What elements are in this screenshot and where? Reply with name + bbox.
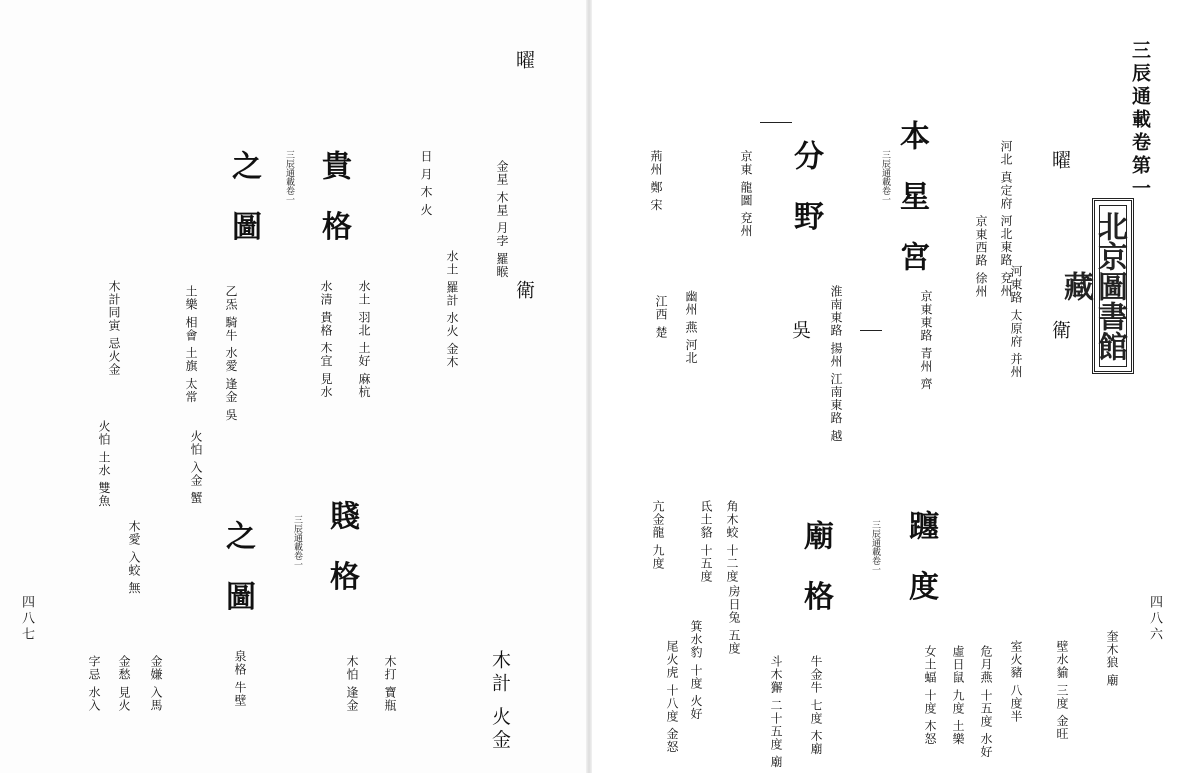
running-head-left-upper: 三辰通載卷一: [284, 150, 294, 204]
note-4: 危月燕 十五度 水好: [979, 645, 993, 759]
collector-seal: [1058, 198, 1134, 374]
label-right: 衛: [513, 280, 535, 303]
lower-col-9: 木愛 入蛟 無: [127, 520, 141, 595]
regions-h: 荊州 鄭 宋: [649, 150, 663, 212]
regions-i: 京東 龍圖 兗州: [739, 150, 753, 238]
note-9: 尾火虎 十八度 金怒: [665, 640, 679, 754]
title-gui-ge: 貴 格: [316, 150, 351, 251]
note-1: 奎木狼 廟: [1105, 630, 1119, 687]
col-7: 水清 貴格 木宜 見水: [319, 280, 333, 399]
label-right-right: 衛: [1049, 320, 1071, 343]
col-6: 土樂 相會 土旗 太常: [184, 285, 198, 404]
seal-text: 北京圖書館藏: [1099, 205, 1127, 367]
col-2: 日 月 木 火: [419, 150, 433, 217]
note-2: 壁水貐 三度 金旺: [1055, 640, 1069, 741]
lower-col-2: 泉格 牛壁: [233, 650, 247, 707]
note-14: 角木蛟 十二度: [725, 500, 739, 583]
label-top-right: 曜: [1049, 150, 1071, 173]
col-3: 水土 羅計 水火 金木: [445, 250, 459, 369]
note-7: 牛金牛 七度 木廟: [809, 655, 823, 756]
note-10: 箕水豹 十度 火好: [689, 620, 703, 721]
regions-g: 江西 楚: [654, 295, 668, 339]
lower-col-4: 木怕 逢金: [345, 655, 359, 712]
running-head-right-upper: 三辰通載卷一: [880, 150, 890, 204]
col-1: 金星 木星 月孛 羅睺: [495, 160, 509, 279]
title-xing-gong: 本 星 宮: [894, 120, 929, 281]
running-head-right-lower: 三辰通載卷一: [870, 520, 880, 574]
title-jian-ge: 賤 格: [324, 500, 359, 601]
lower-col-6: 金愁 見火: [117, 655, 131, 712]
fenye-note: 吳: [789, 320, 811, 343]
note-6: 女土蝠 十度 木怒: [923, 645, 937, 746]
regions-f: 幽州 燕 河北: [684, 290, 698, 365]
lower-col-3: 木打 寶瓶: [383, 655, 397, 712]
lower-col-1: 木計 火金: [489, 650, 511, 753]
note-11: 房日兔 五度: [727, 585, 741, 655]
note-12: 氐土貉 十五度: [699, 500, 713, 583]
regions-b: 京東西路 徐州: [974, 215, 988, 298]
page-number-right: 四八六: [1147, 595, 1162, 643]
col-4: 木計同寅 忌火金: [107, 280, 121, 376]
grid-rule: [760, 122, 792, 123]
regions-a: 河北 真定府 河北東路 兗州: [999, 140, 1013, 298]
running-head-left-lower: 三辰通載卷一: [292, 515, 302, 569]
title-fen-ye: 分 野: [788, 140, 823, 241]
regions-e: 淮南東路 揚州 江南東路 越: [829, 285, 843, 443]
regions-c: 京東東路 青州 齊: [919, 290, 933, 391]
note-8: 斗木獬 二十五度 廟: [769, 655, 783, 769]
title-zhi-tu: 之 圖: [226, 150, 261, 251]
title-chan-du: 躔 度: [903, 510, 938, 611]
lower-col-5: 金嫌 入馬: [149, 655, 163, 712]
note-5: 虛日鼠 九度 土樂: [951, 645, 965, 746]
title-zhi-tu-2: 之 圖: [220, 520, 255, 621]
regions-d: 河東路 太原府 并州: [1009, 265, 1023, 379]
page-number-left: 四八七: [19, 595, 34, 643]
lower-col-7: 字忌 水入: [87, 655, 101, 712]
book-title: 三辰通載卷第一: [1129, 40, 1151, 201]
note-13: 亢金龍 九度: [651, 500, 665, 570]
note-3: 室火豬 八度半: [1009, 640, 1023, 723]
lower-col-10: 火怕 土水 雙魚: [97, 420, 111, 508]
col-5: 乙炁 騎牛 水愛 逢金 吳: [224, 285, 238, 422]
grid-rule: [860, 330, 882, 331]
lower-col-8: 火怕 入金 蟹: [189, 430, 203, 505]
col-8: 水土 羽北 土好 麻杭: [357, 280, 371, 399]
label-top: 曜: [513, 50, 535, 73]
title-miao-ge: 廟 格: [798, 520, 833, 621]
